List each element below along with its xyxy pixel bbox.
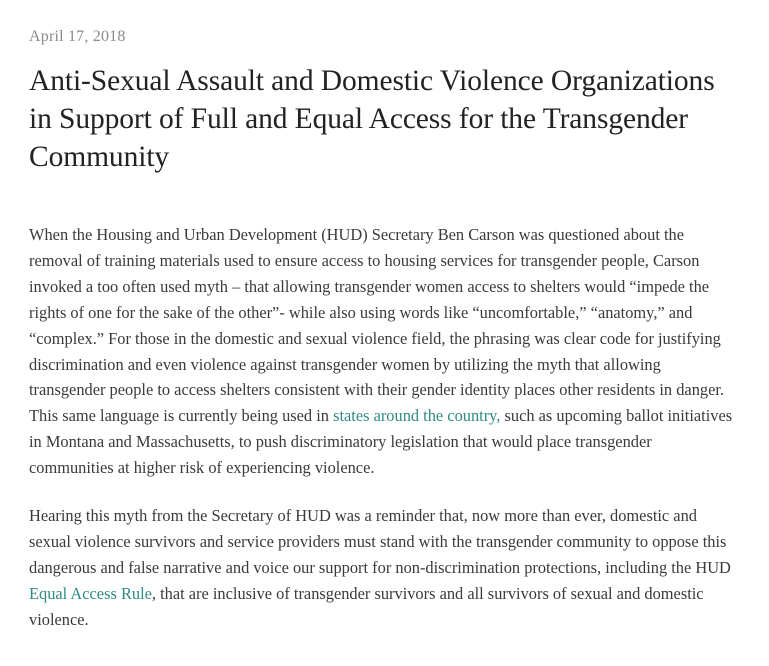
article-title: Anti-Sexual Assault and Domestic Violence Organizations in Support of Full and Equal Access for the Transgender Community — [29, 65, 715, 173]
paragraph-2 — [29, 503, 735, 633]
paragraph-1 — [29, 222, 735, 481]
equal-access-rule-link[interactable]: Equal Access Rule — [29, 583, 152, 603]
states-around-the-country-link[interactable]: states around the country, — [333, 406, 501, 426]
post-date: April 17, 2018 — [29, 28, 126, 45]
article — [29, 26, 735, 633]
paragraph-2-text-before-link: Hearing this myth from the Secretary of HUD was a reminder that, now more than ever, domestic and sexual violence survivors and service providers must stand with the transgender community to oppose this dangerous and false narrative and voice our support for non-discrimination protections, including the HUD — [29, 506, 731, 577]
paragraph-1-text-after-link: such as upcoming ballot initiatives in Montana and Massachusetts, to push discriminatory legislation that would place transgender communities at higher risk of experiencing violence. — [29, 406, 733, 478]
paragraph-1-text-before-link: When the Housing and Urban Development (HUD) Secretary Ben Carson was questioned about the removal of training materials used to ensure access to housing services for transgender people, Carson invoked a too often used myth – that allowing transgender women access to shelters would “impede the rights of one for the sake of the other”- while also using words like “uncomfortable,” “anatomy,” and “complex.” For those in the domestic and sexual violence field, the phrasing was clear code for justifying discrimination and even violence against transgender women by utilizing the myth that allowing transgender people to access shelters consistent with their gender identity places other residents in danger. This same language is currently being used in — [29, 225, 725, 426]
paragraph-2-text-after-link: , that are inclusive of transgender survivors and all survivors of sexual and domestic violence. — [29, 583, 704, 629]
